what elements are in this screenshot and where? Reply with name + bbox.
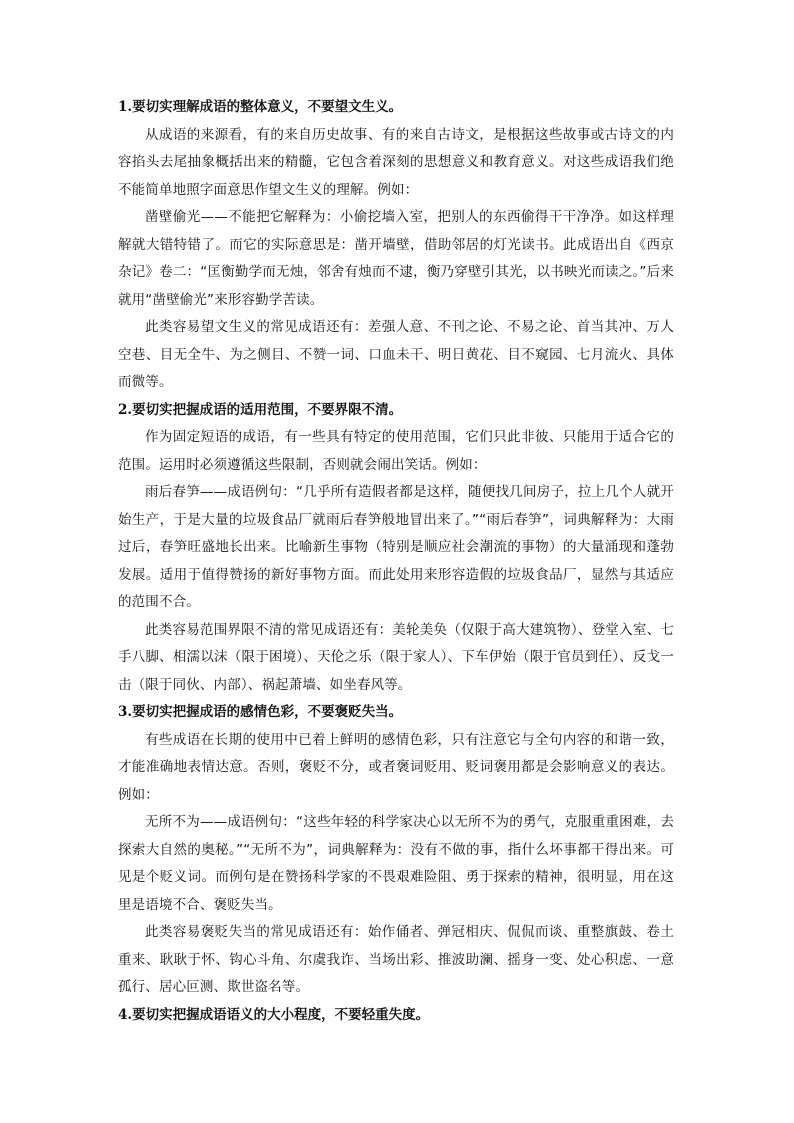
section-1-paragraph-3: 此类容易望文生义的常见成语还有：差强人意、不刊之论、不易之论、首当其冲、万人空巷、目无全牛、为之侧目、不赞一词、口血未干、明日黄花、目不窥园、七月流火、具体而微等。: [118, 319, 674, 390]
section-2-paragraph-2: 雨后春笋——成语例句：“几乎所有造假者都是这样，随便找几间房子，拉上几个人就开始生产，于是大量的垃圾食品厂就雨后春笋般地冒出来了。”“雨后春笋”，词典解释为：大雨过后，春笋旺盛地长出来。比喻新生事物（特别是顺应社会潮流的事物）的大量涌现和蓬勃发展。适用于值得赞扬的新好事物方面。而此处用来形容造假的垃圾食品厂，显然与其适应的范围不合。: [118, 484, 674, 610]
section-4-heading: 4.要切实把握成语语义的大小程度，不要轻重失度。: [118, 1006, 430, 1023]
section-2-paragraph-1: 作为固定短语的成语，有一些具有特定的使用范围，它们只此非彼、只能用于适合它的范围。运用时必须遵循这些限制，否则就会闹出笑话。例如：: [118, 429, 674, 473]
section-1-paragraph-2: 凿壁偷光——不能把它解释为：小偷挖墙入室，把别人的东西偷得干干净净。如这样理解就大错特错了。而它的实际意思是：凿开墙壁，借助邻居的灯光读书。此成语出自《西京杂记》卷二：“匡衡勤学而无烛，邻舍有烛而不逮，衡乃穿壁引其光，以书映光而读之。”后来就用“凿壁偷光”来形容勤学苦读。: [118, 209, 674, 308]
section-1-paragraph-1: 从成语的来源看，有的来自历史故事、有的来自古诗文，是根据这些故事或古诗文的内容掐头去尾抽象概括出来的精髓，它包含着深刻的思想意义和教育意义。对这些成语我们绝不能简单地照字面意思作望文生义的理解。例如：: [118, 126, 674, 198]
section-2-paragraph-3: 此类容易范围界限不清的常见成语还有：美轮美奂（仅限于高大建筑物）、登堂入室、七手八脚、相濡以沫（限于困境）、天伦之乐（限于家人）、下车伊始（限于官员到任）、反戈一击（限于同伙、内部）、祸起萧墙、如坐春风等。: [118, 621, 674, 693]
section-3-paragraph-2: 无所不为——成语例句：“这些年轻的科学家决心以无所不为的勇气，克服重重困难，去探索大自然的奥秘。”“无所不为”，词典解释为：没有不做的事，指什么坏事都干得出来。可见是个贬义词。而例句是在赞扬科学家的不畏艰难险阻、勇于探索的精神，很明显，用在这里是语境不合、褒贬失当。: [118, 814, 674, 913]
section-1-heading: 1.要切实理解成语的整体意义，不要望文生义。: [118, 99, 403, 115]
document-page: [118, 94, 674, 1029]
section-3-paragraph-3: 此类容易褒贬失当的常见成语还有：始作俑者、弹冠相庆、侃侃而谈、重整旗鼓、卷土重来、耿耿于怀、钩心斗角、尔虞我诈、当场出彩、推波助澜、摇身一变、处心积虑、一意孤行、居心叵测、欺世盗名等。: [118, 924, 674, 995]
section-3-paragraph-1: 有些成语在长期的使用中已着上鲜明的感情色彩，只有注意它与全句内容的和谐一致，才能准确地表情达意。否则，褒贬不分，或者褒词贬用、贬词褒用都是会影响意义的表达。例如：: [118, 731, 674, 803]
section-3-heading: 3.要切实把握成语的感情色彩，不要褒贬失当。: [118, 704, 403, 720]
section-2-heading: 2.要切实把握成语的适用范围，不要界限不清。: [118, 401, 403, 418]
